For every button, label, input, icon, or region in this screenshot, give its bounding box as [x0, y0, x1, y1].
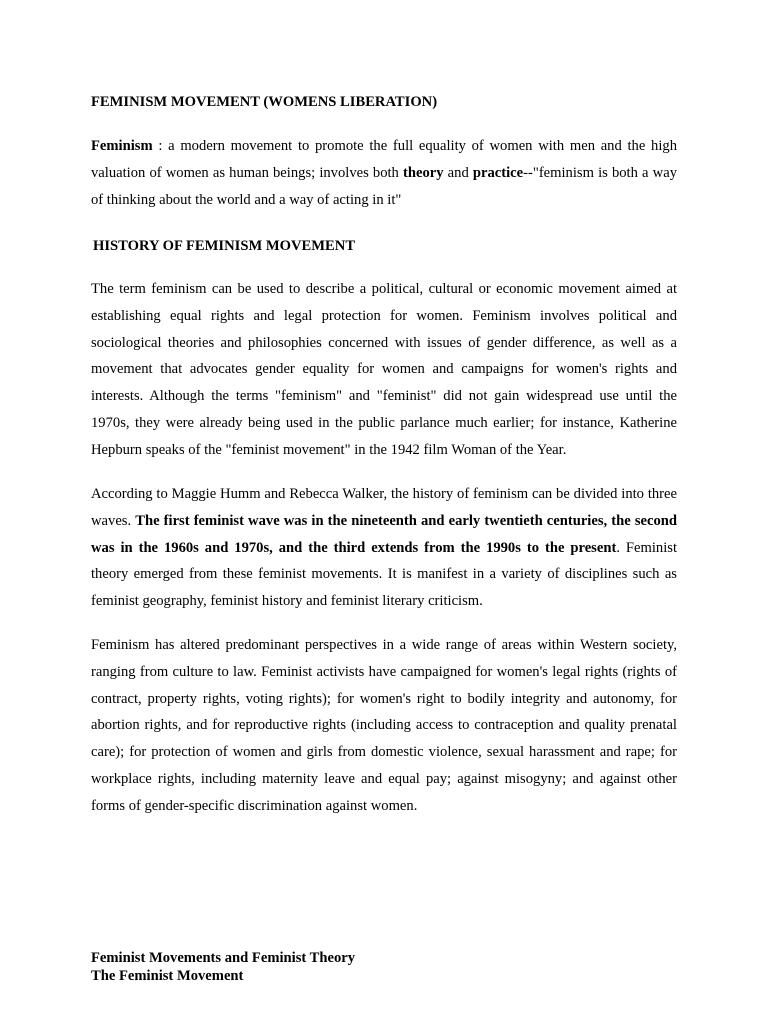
history-paragraph-2 — [91, 481, 677, 615]
history-paragraph-1: The term feminism can be used to describe a political, cultural or economic movement aimed at establishing equal rights and legal protection for women. Feminism involves political and sociological theories and philosophies concerned with issues of gender difference, as well as a movement that advocates gender equality for women and campaigns for women's rights and interests. Although the terms "feminism" and "feminist" did not gain widespread use until the 1970s, they were already being used in the public parlance much earlier; for instance, Katherine Hepburn speaks of the "feminist movement" in the 1942 film Woman of the Year. — [91, 281, 677, 458]
definition-text-1: : a modern movement to promote the full equality of women with men and the high valuation of women as human beings; involves both — [91, 138, 677, 181]
definition-paragraph — [91, 133, 677, 213]
paragraph-2-text-1: According to Maggie Humm and Rebecca Walker, the history of feminism can be divided into three waves. — [91, 486, 677, 529]
document-title: FEMINISM MOVEMENT (WOMENS LIBERATION) — [91, 94, 438, 110]
definition-practice: practice — [472, 164, 524, 181]
definition-text-2: and — [443, 164, 473, 181]
definition-theory: theory — [403, 164, 444, 181]
definition-term: Feminism — [91, 138, 153, 154]
definition-text-3: --"feminism is both a way of thinking about the world and a way of acting in it" — [91, 164, 677, 208]
paragraph-2-text-2: . Feminist theory emerged from these feminist movements. It is manifest in a variety of disciplines such as feminist geography, feminist history and feminist literary criticism. — [91, 539, 677, 610]
footer-heading-2: The Feminist Movement — [91, 968, 244, 984]
footer-headings — [91, 949, 677, 985]
paragraph-2-waves-bold: The first feminist wave was in the nineteenth and early twentieth centuries, the second was in the 1960s and 1970s, and the third extends from the 1990s to the present — [91, 512, 677, 556]
history-heading: HISTORY OF FEMINISM MOVEMENT — [93, 238, 356, 254]
history-paragraph-3: Feminism has altered predominant perspectives in a wide range of areas within Western society, ranging from culture to law. Feminist activists have campaigned for women's legal rights (rights of contract, property rights, voting rights); for women's right to bodily integrity and autonomy, for abortion rights, and for reproductive rights (including access to contraception and quality prenatal care); for protection of women and girls from domestic violence, sexual harassment and rape; for workplace rights, including maternity leave and equal pay; against misogyny; and against other forms of gender-specific discrimination against women. — [91, 637, 677, 814]
footer-heading-1: Feminist Movements and Feminist Theory — [91, 950, 356, 966]
